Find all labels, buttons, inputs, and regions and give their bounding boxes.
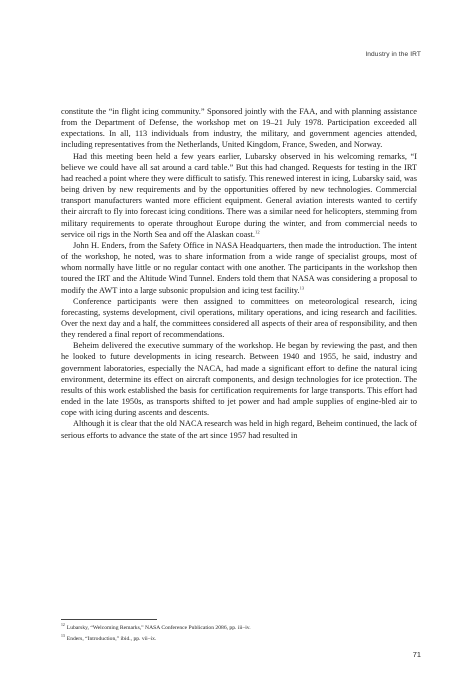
body-text xyxy=(61,106,417,441)
footnote-12 xyxy=(61,623,417,634)
paragraph-2 xyxy=(61,151,417,240)
footnote-13 xyxy=(61,634,417,645)
page-number: 71 xyxy=(412,650,421,659)
paragraph-2-text: Had this meeting been held a few years earlier, Lubarsky observed in his welcoming remarks, “I believe we could have all sat around a card table.” But this had changed. Requests for testing in the IRT had reached a point where they were difficult to satisfy. This renewed interest in icing, Lubarsky said, was being driven by new requirements and by the opportunities offered by new technologies. Commercial transport manufacturers wanted more efficient equipment. General aviation interests wanted to certify their aircraft to fly into forecast icing conditions. There was a similar need for helicopters, stemming from military requirements to operate throughout Europe during the winter, and from commercial needs to service oil rigs in the North Sea and off the Alaskan coast. xyxy=(61,151,417,239)
paragraph-3-text: John H. Enders, from the Safety Office in NASA Headquarters, then made the introduction. The intent of the workshop, he noted, was to share information from a wide range of specialist groups, most of whom normally have little or no regular contact with one another. The participants in the workshop then toured the IRT and the Altitude Wind Tunnel. Enders told them that NASA was considering a proposal to modify the AWT into a large subsonic propulsion and icing test facility. xyxy=(61,240,417,295)
footnote-rule xyxy=(61,619,157,620)
footnote-ref-13: 13 xyxy=(299,285,305,291)
footnote-12-number: 12 xyxy=(61,623,65,628)
paragraph-6: Although it is clear that the old NACA research was held in high regard, Beheim continued, the lack of serious efforts to advance the state of the art since 1957 had resulted in xyxy=(61,419,417,440)
footnote-ref-12: 12 xyxy=(255,229,260,235)
footnote-13-number: 13 xyxy=(61,634,65,639)
footnotes xyxy=(61,623,417,645)
footnote-12-text: Lubarsky, “Welcoming Remarks,” NASA Conference Publication 2086, pp. iii–iv. xyxy=(66,625,251,631)
footnote-13-text: Enders, “Introduction,” ibid., pp. vii–ix. xyxy=(66,636,157,642)
paragraph-1: constitute the “in flight icing community.” Sponsored jointly with the FAA, and with planning assistance from the Department of Defense, the workshop met on 19–21 July 1978. Participation exceeded all expectations. In all, 113 individuals from industry, the military, and government agencies attended, including representatives from the Netherlands, United Kingdom, France, Sweden, and Norway. xyxy=(61,107,417,150)
paragraph-3 xyxy=(61,240,417,296)
paragraph-5: Beheim delivered the executive summary of the workshop. He began by reviewing the past, and then he looked to future developments in icing research. Between 1940 and 1955, he said, industry and government laboratories, especially the NACA, had made a significant effort to define the natural icing environment, determine its effect on aircraft components, and design technologies for ice protection. The results of this work established the basis for certification requirements for large transports. This effort had ended in the late 1950s, as transports shifted to jet power and had ample supplies of engine-bled air to cope with icing during ascents and descents. xyxy=(61,341,417,418)
paragraph-4: Conference participants were then assigned to committees on meteorological research, icing forecasting, systems development, civil operations, military operations, and icing research and facilities. Over the next day and a half, the committees considered all aspects of their area of responsibility, and then they rendered a final report of recommendations. xyxy=(61,296,417,340)
running-head: Industry in the IRT xyxy=(365,51,421,58)
